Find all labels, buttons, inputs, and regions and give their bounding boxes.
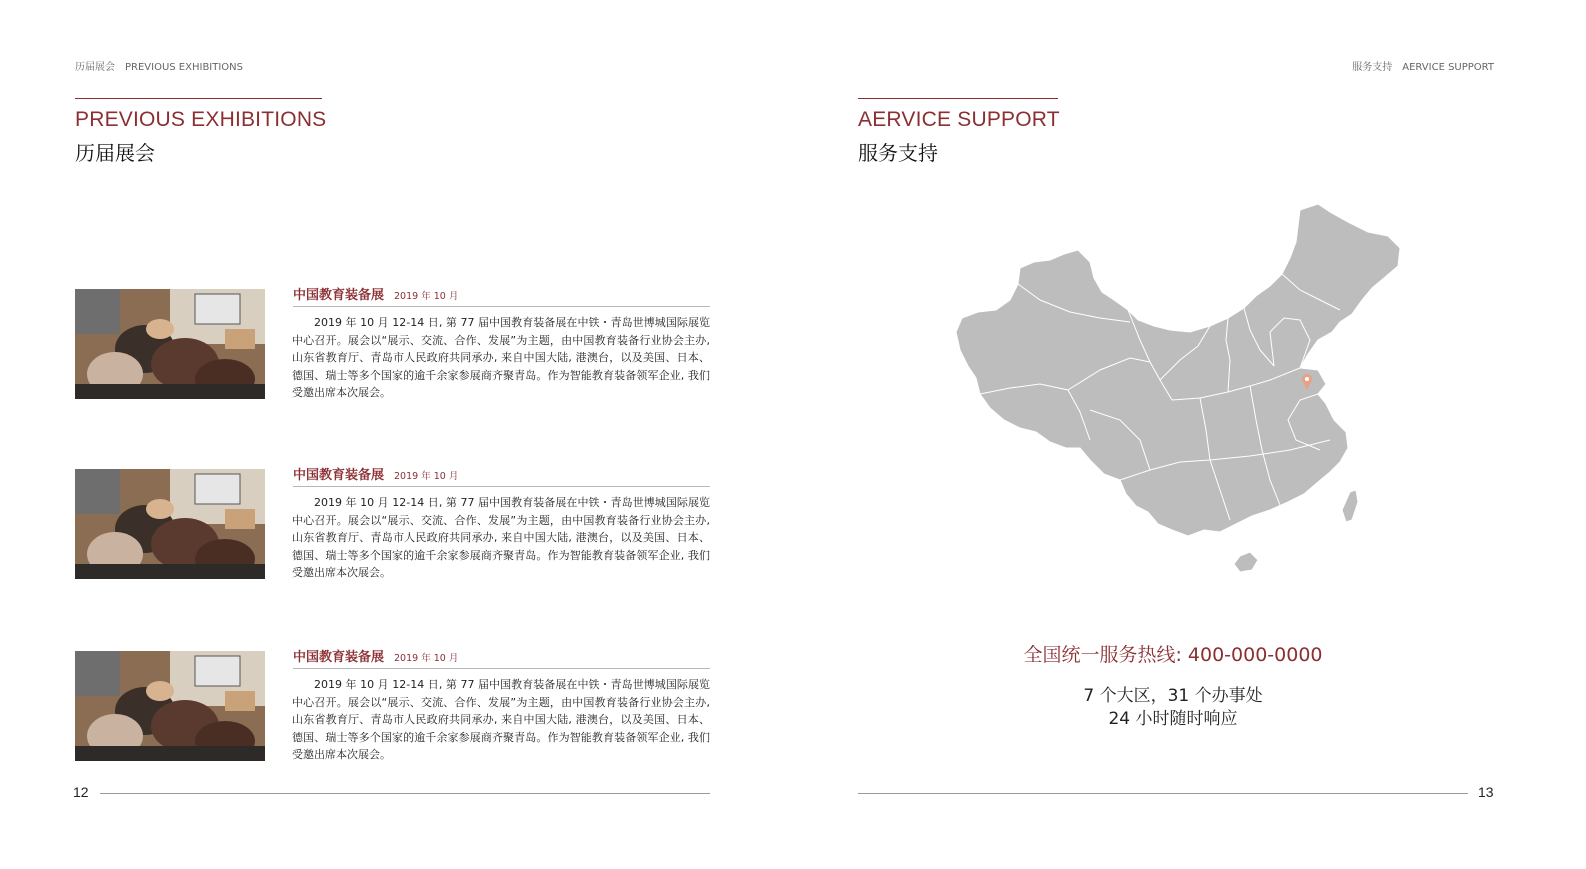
exhibition-date: 2019 年 10 月: [394, 471, 459, 482]
exhibition-description: 2019 年 10 月 12-14 日, 第 77 届中国教育装备展在中铁・青岛世博城国际展览中心召开。展会以“展示、交流、合作、发展”为主题，由中国教育装备行业协会主办, 山东省教育厅、青岛市人民政府共同承办, 来自中国大陆, 港澳台，以及美国、日本、德国、瑞士等多个国家的逾千余家参展商齐聚青岛。作为智能教育装备领军企业, 我们受邀出席本次展会。: [292, 678, 710, 762]
section-title-en: AERVICE SUPPORT: [858, 108, 1060, 131]
section-title-rule: [858, 98, 1058, 99]
section-title-rule: [75, 98, 322, 99]
service-hotline: 全国统一服务热线: 400-000-0000: [1023, 644, 1323, 666]
section-title-zh: 服务支持: [858, 141, 938, 165]
exhibition-photo: [75, 469, 265, 579]
exhibition-title: [293, 646, 458, 665]
exhibition-description: 2019 年 10 月 12-14 日, 第 77 届中国教育装备展在中铁・青岛世博城国际展览中心召开。展会以“展示、交流、合作、发展”为主题，由中国教育装备行业协会主办, 山东省教育厅、青岛市人民政府共同承办, 来自中国大陆, 港澳台，以及美国、日本、德国、瑞士等多个国家的逾千余家参展商齐聚青岛。作为智能教育装备领军企业, 我们受邀出席本次展会。: [292, 316, 710, 400]
exhibition-title: [293, 464, 458, 483]
china-map: [940, 195, 1420, 585]
exhibition-date: 2019 年 10 月: [394, 653, 459, 664]
running-header-right: [1352, 58, 1494, 73]
exhibition-rule: [293, 668, 710, 669]
exhibition-photo: [75, 289, 265, 399]
exhibition-description: 2019 年 10 月 12-14 日, 第 77 届中国教育装备展在中铁・青岛世博城国际展览中心召开。展会以“展示、交流、合作、发展”为主题，由中国教育装备行业协会主办, 山东省教育厅、青岛市人民政府共同承办, 来自中国大陆, 港澳台，以及美国、日本、德国、瑞士等多个国家的逾千余家参展商齐聚青岛。作为智能教育装备领军企业, 我们受邀出席本次展会。: [292, 496, 710, 580]
page-number-right: 13: [1478, 784, 1494, 800]
running-header-zh: 历届展会: [75, 62, 115, 73]
footer-rule-right: [858, 793, 1468, 794]
running-header-zh: 服务支持: [1352, 62, 1393, 73]
exhibition-title-text: 中国教育装备展: [293, 288, 385, 303]
exhibition-title-text: 中国教育装备展: [293, 468, 385, 483]
exhibition-title-text: 中国教育装备展: [293, 650, 385, 665]
section-title-zh: 历届展会: [75, 141, 155, 165]
running-header-left: [75, 58, 243, 73]
running-header-en: AERVICE SUPPORT: [1402, 62, 1494, 73]
footer-rule-left: [100, 793, 710, 794]
page-number-left: 12: [73, 784, 89, 800]
exhibition-rule: [293, 306, 710, 307]
exhibition-title: [293, 284, 458, 303]
office-count: 7 个大区，31 个办事处: [1083, 686, 1263, 706]
china-map-landmass: [956, 204, 1400, 572]
section-title-en: PREVIOUS EXHIBITIONS: [75, 108, 327, 131]
response-time: 24 小时随时响应: [1108, 709, 1238, 729]
exhibition-photo: [75, 651, 265, 761]
running-header-en: PREVIOUS EXHIBITIONS: [125, 62, 244, 73]
exhibition-date: 2019 年 10 月: [394, 291, 459, 302]
exhibition-rule: [293, 486, 710, 487]
